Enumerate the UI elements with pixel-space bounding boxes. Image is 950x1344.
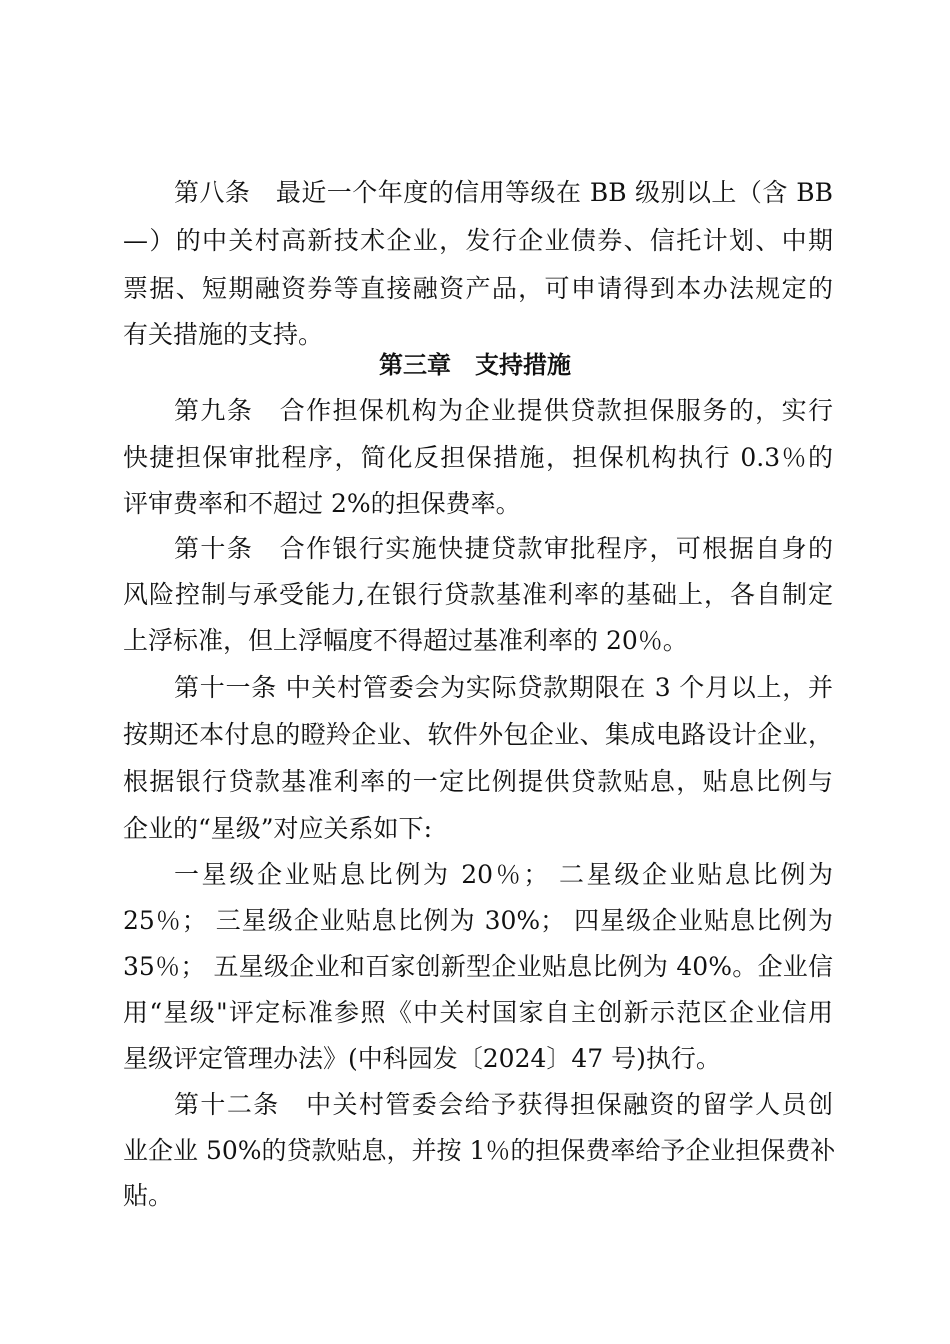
article-8-line-4: 有关措施的支持。 xyxy=(123,320,324,349)
article-10-line-2: 风险控制与承受能力,在银行贷款基准利率的基础上，各自制定 xyxy=(123,580,833,609)
article-11-line-3: 根据银行贷款基准利率的一定比例提供贷款贴息，贴息比例与 xyxy=(123,767,833,796)
article-12-line-1: 第十二条 中关村管委会给予获得担保融资的留学人员创 xyxy=(174,1090,833,1119)
article-10-line-3: 上浮标准，但上浮幅度不得超过基准利率的 20％。 xyxy=(123,626,688,655)
article-10-line-1: 第十条 合作银行实施快捷贷款审批程序，可根据自身的 xyxy=(174,534,833,563)
article-11-line-4: 企业的“星级”对应关系如下: xyxy=(123,814,432,843)
article-8-line-1: 第八条 最近一个年度的信用等级在 BB 级别以上（含 BB xyxy=(174,178,833,207)
article-11-line-2: 按期还本付息的瞪羚企业、软件外包企业、集成电路设计企业， xyxy=(123,720,833,749)
chapter-3-heading: 第三章 支持措施 xyxy=(379,351,571,379)
star-rates-line-1: 一星级企业贴息比例为 20％； 二星级企业贴息比例为 xyxy=(174,860,833,889)
article-9-line-3: 评审费率和不超过 2%的担保费率。 xyxy=(123,489,521,518)
article-11-line-1: 第十一条 中关村管委会为实际贷款期限在 3 个月以上，并 xyxy=(174,673,833,702)
article-9-line-2: 快捷担保审批程序，简化反担保措施，担保机构执行 0.3％的 xyxy=(123,443,833,472)
star-rates-line-5: 星级评定管理办法》(中科园发〔2024〕47 号)执行。 xyxy=(123,1044,721,1073)
star-rates-line-2: 25％； 三星级企业贴息比例为 30%； 四星级企业贴息比例为 xyxy=(123,906,833,935)
article-12-line-3: 贴。 xyxy=(123,1181,174,1210)
star-rates-line-3: 35％； 五星级企业和百家创新型企业贴息比例为 40%。企业信 xyxy=(123,952,833,981)
article-9-line-1: 第九条 合作担保机构为企业提供贷款担保服务的，实行 xyxy=(174,396,833,425)
star-rates-line-4: 用“星级"评定标准参照《中关村国家自主创新示范区企业信用 xyxy=(123,998,833,1027)
article-8-line-2: —）的中关村高新技术企业，发行企业债券、信托计划、中期 xyxy=(123,226,833,255)
article-8-line-3: 票据、短期融资券等直接融资产品，可申请得到本办法规定的 xyxy=(123,274,833,303)
article-12-line-2: 业企业 50%的贷款贴息，并按 1％的担保费率给予企业担保费补 xyxy=(123,1136,836,1165)
